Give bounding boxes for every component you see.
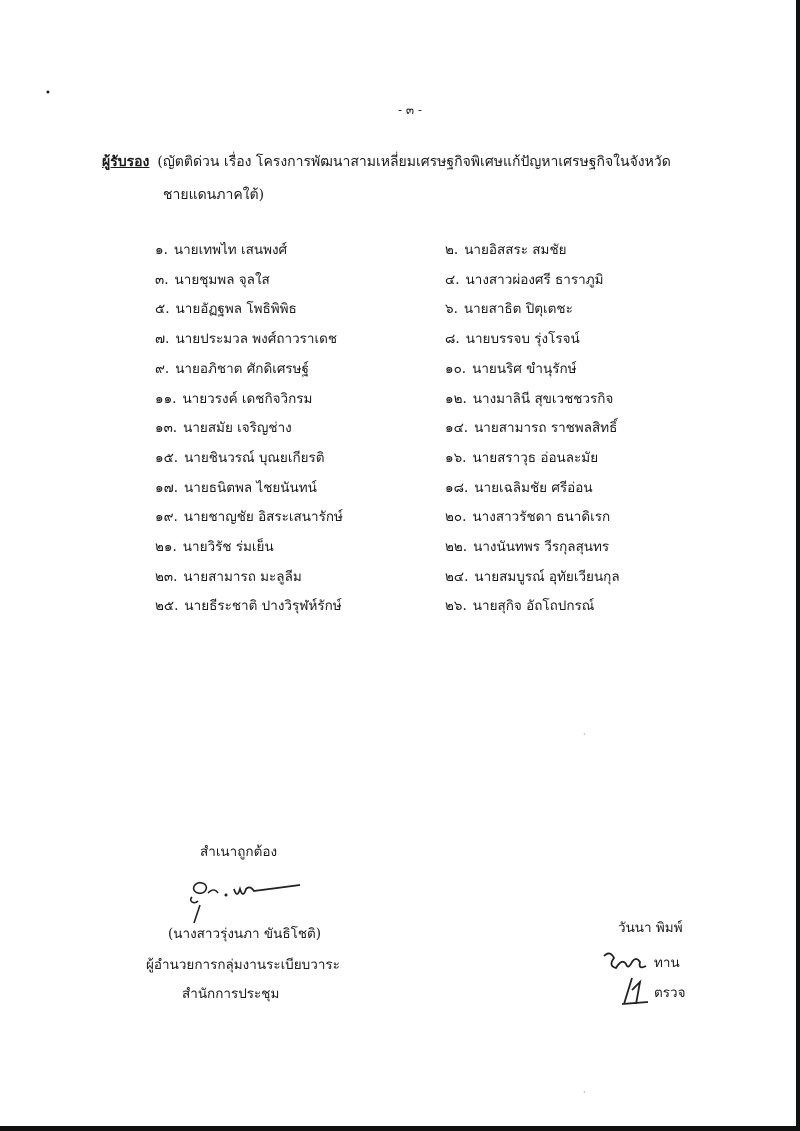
entry-number: ๒๖. xyxy=(445,598,467,614)
entry-number: ๒๒. xyxy=(445,539,468,555)
entry-number: ๖. xyxy=(445,301,458,317)
endorser-row xyxy=(0,537,800,561)
endorser-entry xyxy=(155,299,297,319)
page-number: - ๓ - xyxy=(398,103,422,117)
entry-name: นายธีระชาติ ปางวิรุฬห์รักษ์ xyxy=(184,598,342,614)
checked-label: ทาน xyxy=(654,955,680,971)
entry-number: ๒๑. xyxy=(155,539,177,555)
entry-number: ๙. xyxy=(155,361,170,377)
entry-number: ๑๐. xyxy=(445,361,467,377)
entry-name: นายชาญชัย อิสระเสนารักษ์ xyxy=(183,509,343,525)
endorser-entry xyxy=(155,389,312,409)
endorser-row xyxy=(0,478,800,502)
entry-number: ๘. xyxy=(445,331,460,347)
endorser-entry xyxy=(155,507,343,527)
scan-speck: · xyxy=(583,1088,586,1097)
endorser-row xyxy=(0,418,800,442)
heading-text-line2: ชายแดนภาคใต้) xyxy=(163,187,265,203)
entry-name: นายสมบูรณ์ อุทัยเวียนกุล xyxy=(474,569,620,585)
entry-name: นายบรรจบ รุ่งโรจน์ xyxy=(465,331,580,347)
endorser-entry xyxy=(445,418,617,438)
endorser-entry xyxy=(155,240,287,260)
entry-name: นายวรงค์ เดชกิจวิกรม xyxy=(182,391,313,407)
endorser-entry xyxy=(155,478,317,498)
entry-name: นายสามารถ ราชพลสิทธิ์ xyxy=(474,420,618,436)
endorser-entry xyxy=(155,567,302,587)
entry-number: ๑๖. xyxy=(445,450,467,466)
entry-number: ๒๐. xyxy=(445,509,467,525)
endorser-entry xyxy=(445,596,594,616)
entry-number: ๑๔. xyxy=(445,420,469,436)
scan-speck: • xyxy=(45,88,51,99)
certifier-office: สำนักการประชุม xyxy=(182,986,280,1002)
heading xyxy=(102,152,702,172)
entry-name: นายอิสสระ สมชัย xyxy=(464,242,567,258)
endorser-entry xyxy=(445,389,613,409)
signature-mark xyxy=(180,877,310,927)
entry-number: ๑๑. xyxy=(155,391,177,407)
entry-name: นายประมวล พงศ์ถาวราเดช xyxy=(175,331,338,347)
endorser-entry xyxy=(155,537,274,557)
endorser-entry xyxy=(155,329,337,349)
page-edge-bottom xyxy=(0,1126,800,1131)
endorser-row xyxy=(0,240,800,264)
endorser-entry xyxy=(445,329,580,349)
certifier-position: ผู้อำนวยการกลุ่มงานระเบียบวาระ xyxy=(146,957,340,973)
typed-by: วันนา พิมพ์ xyxy=(618,920,683,936)
entry-number: ๗. xyxy=(155,331,170,347)
entry-name: นายสามารถ มะลูลีม xyxy=(183,569,302,585)
scan-speck: · xyxy=(583,730,586,739)
entry-number: ๒. xyxy=(445,242,459,258)
entry-number: ๒๕. xyxy=(155,598,179,614)
endorser-row xyxy=(0,299,800,323)
entry-number: ๒๔. xyxy=(445,569,469,585)
review-label: ตรวจ xyxy=(654,985,686,1001)
page-edge-right xyxy=(796,0,800,1131)
endorser-entry xyxy=(445,240,567,260)
entry-number: ๓. xyxy=(155,272,169,288)
endorser-entry xyxy=(445,537,609,557)
entry-name: นายชินวรณ์ บุณยเกียรติ xyxy=(184,450,325,466)
entry-name: นายเทพไท เสนพงศ์ xyxy=(173,242,288,258)
entry-name: นางนันทพร วีรกุลสุนทร xyxy=(473,539,610,555)
endorser-row xyxy=(0,359,800,383)
entry-number: ๑๘. xyxy=(445,480,469,496)
endorser-entry xyxy=(155,270,270,290)
endorser-entry xyxy=(445,448,598,468)
endorser-row xyxy=(0,329,800,353)
endorser-row xyxy=(0,270,800,294)
entry-name: นายเฉลิมชัย ศรีอ่อน xyxy=(474,480,593,496)
entry-name: นายอภิชาต ศักดิเศรษฐ์ xyxy=(175,361,310,377)
certifier-name: (นางสาวรุ่งนภา ขันธิโชติ) xyxy=(168,926,322,942)
heading-text-line1: (ญัตติด่วน เรื่อง โครงการพัฒนาสามเหลี่ยมเศรษฐกิจพิเศษแก้ปัญหาเศรษฐกิจในจังหวัด xyxy=(157,154,671,170)
entry-number: ๑. xyxy=(155,242,168,258)
endorser-entry xyxy=(445,478,593,498)
endorser-row xyxy=(0,389,800,413)
entry-name: นางสาวผ่องศรี ธาราภูมิ xyxy=(465,272,604,288)
heading-label: ผู้รับรอง xyxy=(102,154,150,170)
entry-number: ๑๙. xyxy=(155,509,178,525)
reviewer-initials-mark xyxy=(618,974,654,1008)
endorser-entry xyxy=(445,567,620,587)
entry-name: นายวิรัช ร่มเย็น xyxy=(182,539,274,555)
certification-title: สำเนาถูกต้อง xyxy=(200,844,278,860)
entry-name: นายสาธิต ปิตุเตชะ xyxy=(463,301,573,317)
endorser-entry xyxy=(155,359,309,379)
entry-number: ๔. xyxy=(445,272,460,288)
entry-number: ๕. xyxy=(155,301,170,317)
endorser-entry xyxy=(155,596,342,616)
entry-name: นายนริศ ขำนุรักษ์ xyxy=(472,361,577,377)
endorser-row xyxy=(0,596,800,620)
endorser-entry xyxy=(445,270,604,290)
entry-number: ๒๓. xyxy=(155,569,178,585)
endorser-row xyxy=(0,448,800,472)
entry-name: นายอัฏฐพล โพธิพิพิธ xyxy=(175,301,297,317)
checker-initials-mark xyxy=(600,946,650,976)
endorser-entry xyxy=(155,418,292,438)
entry-name: นางมาลินี สุขเวชชวรกิจ xyxy=(472,391,614,407)
entry-number: ๑๗. xyxy=(155,480,179,496)
endorser-entry xyxy=(155,448,325,468)
entry-name: นายสุกิจ อัถโถปกรณ์ xyxy=(472,598,595,614)
endorser-row xyxy=(0,567,800,591)
entry-name: นางสาวรัชดา ธนาดิเรก xyxy=(472,509,611,525)
entry-number: ๑๕. xyxy=(155,450,179,466)
entry-number: ๑๓. xyxy=(155,420,178,436)
entry-name: นายสราวุธ อ่อนละมัย xyxy=(472,450,599,466)
endorser-row xyxy=(0,507,800,531)
entry-number: ๑๒. xyxy=(445,391,467,407)
endorser-entry xyxy=(445,359,577,379)
entry-name: นายธนิตพล ไชยนันทน์ xyxy=(184,480,317,496)
endorser-entry xyxy=(445,299,573,319)
entry-name: นายสมัย เจริญช่าง xyxy=(183,420,292,436)
endorser-entry xyxy=(445,507,610,527)
entry-name: นายชุมพล จุลใส xyxy=(174,272,270,288)
